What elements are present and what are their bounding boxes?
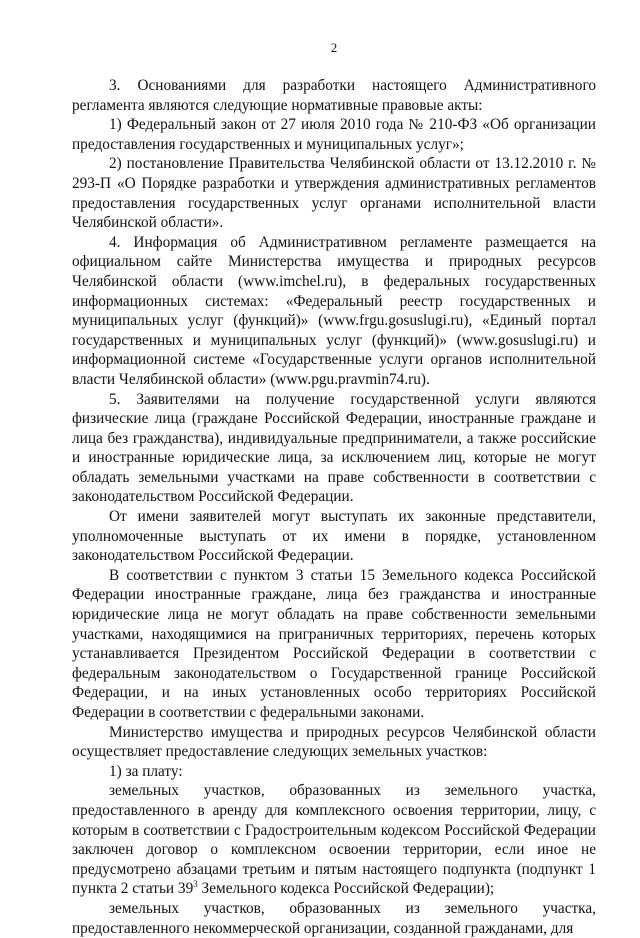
paragraph-applicants: 5. Заявителями на получение государственной услуги являются физические лица (граждане Российской Федерации, иностранные граждане и лица без гражданства), индивидуальные предприниматели, а также российские и иностранные юридические лица, за исключением лиц, которые не могут обладать земельными участками на праве собственности в соответствии с законодательством Российской Федерации. — [72, 390, 596, 506]
paragraph-text: Земельного кодекса Российской Федерации); — [197, 880, 495, 898]
paragraph-text: земельных участков, образованных из земельного участка, предоставленного в аренду для комплексного освоения территории, лицу, с которым в соответствии с Градостроительным кодексом Российской Федерации заключен договор о комплексном освоении территории, если иное не предусмотрено абзацами третьим и пятым настоящего подпункта (подпункт 1 пункта 2 статьи 39 — [72, 782, 596, 898]
paragraph-land-code: В соответствии с пунктом 3 статьи 15 Земельного кодекса Российской Федерации иностранные граждане, лица без гражданства и иностранные юридические лица не могут обладать на праве собственности земельными участками, находящимися на приграничных территориях, перечень которых устанавливается Президентом Российской Федерации в соответствии с федеральным законодательством о Государственной границе Российской Федерации, и на иных установленных особо территориях Российской Федерации в соответствии с федеральными законами. — [72, 566, 596, 721]
paragraph-ministry: Министерство имущества и природных ресурсов Челябинской области осуществляет предоставление следующих земельных участков: — [72, 723, 596, 761]
paragraph-information: 4. Информация об Административном регламенте размещается на официальном сайте Министерства имущества и природных ресурсов Челябинской области (www.imchel.ru), в федеральных государственных информационных системах: «Федеральный реестр государственных и муниципальных услуг (функций)» (www.frgu.gosuslugi.ru), «Единый портал государственных и муниципальных услуг (функций)» (www.gosuslugi.ru) и информационной системе «Государственные услуги органов исполнительной власти Челябинской области» (www.pgu.pravmin74.ru). — [72, 233, 596, 388]
paragraph-for-fee: 1) за плату: — [109, 762, 183, 780]
paragraph-representatives: От имени заявителей могут выступать их законные представители, уполномоченные выступать от их имени в порядке, установленном законодательством Российской Федерации. — [72, 508, 596, 565]
superscript: 3 — [193, 879, 198, 890]
paragraph-resolution: 2) постановление Правительства Челябинской области от 13.12.2010 г. № 293-П «О Порядке разработки и утверждения административных регламентов предоставления государственных услуг органами исполнительной власти Челябинской области». — [72, 155, 596, 232]
paragraph-land-plots-nonprofit: земельных участков, образованных из земельного участка, предоставленного некоммерческой организации, созданной гражданами, для — [72, 899, 596, 937]
paragraph-federal-law: 1) Федеральный закон от 27 июля 2010 года № 210-ФЗ «Об организации предоставления государственных и муниципальных услуг»; — [72, 116, 596, 153]
paragraph-grounds: 3. Основаниями для разработки настоящего Административного регламента являются следующие нормативные правовые акты: — [72, 77, 596, 114]
paragraph-land-plots-lease — [72, 781, 596, 899]
document-body — [72, 76, 596, 938]
page-number: 2 — [330, 40, 338, 55]
